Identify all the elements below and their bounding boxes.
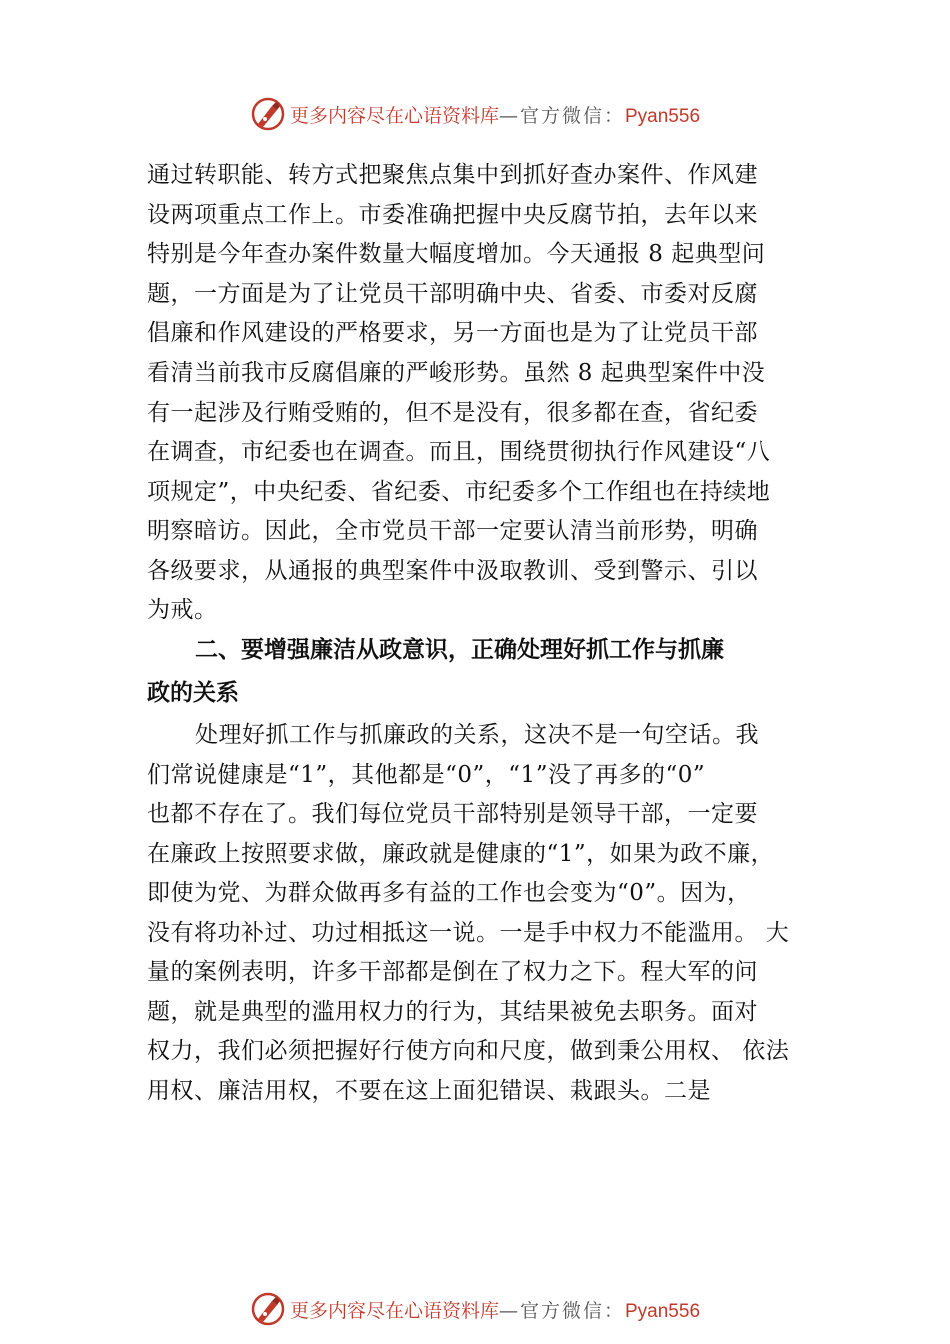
text-line: 明察暗访。因此，全市党员干部一定要认清当前形势，明确 <box>147 518 758 544</box>
text-line: 看清当前我市反腐倡廉的严峻形势。虽然 8 起典型案件中没 <box>147 360 766 386</box>
text-line: 通过转职能、转方式把聚焦点集中到抓好查办案件、作风建 <box>147 162 758 188</box>
wechat-id: Pyan556 <box>625 105 701 127</box>
section-heading-continued: 政的关系 <box>147 680 239 706</box>
text-line: 在调查，市纪委也在调查。而且，围绕贯彻执行作风建设“八 <box>147 439 771 465</box>
header-watermark <box>0 94 950 134</box>
text-line: 题，一方面是为了让党员干部明确中央、省委、市委对反腐 <box>147 281 758 307</box>
text-line: 项规定”，中央纪委、省纪委、市纪委多个工作组也在持续地 <box>147 479 771 505</box>
section-heading: 二、要增强廉洁从政意识，正确处理好抓工作与抓廉 <box>195 637 724 663</box>
wechat-label: 官方微信： <box>519 1299 625 1322</box>
brand-name: 更多内容尽在心语资料库 <box>289 1299 499 1322</box>
brand-name: 更多内容尽在心语资料库 <box>289 104 499 127</box>
text-line: 量的案例表明，许多干部都是倒在了权力之下。程大军的问 <box>147 959 758 985</box>
text-line: 也都不存在了。我们每位党员干部特别是领导干部，一定要 <box>147 801 758 827</box>
text-line: 在廉政上按照要求做，廉政就是健康的“1”，如果为政不廉， <box>147 841 775 867</box>
text-line: 为戒。 <box>147 597 218 623</box>
wechat-label: 官方微信： <box>519 104 625 127</box>
wechat-id: Pyan556 <box>625 1300 701 1322</box>
footer-watermark <box>0 1289 950 1329</box>
text-line: 倡廉和作风建设的严格要求，另一方面也是为了让党员干部 <box>147 320 758 346</box>
text-line: 权力，我们必须把握好行使方向和尺度，做到秉公用权、 依法 <box>147 1038 790 1064</box>
text-line: 题，就是典型的滥用权力的行为，其结果被免去职务。面对 <box>147 999 758 1025</box>
pen-nib-icon <box>250 1291 286 1327</box>
text-line: 特别是今年查办案件数量大幅度增加。今天通报 8 起典型问 <box>147 241 766 267</box>
brand-separator: — <box>498 1299 520 1322</box>
text-line: 有一起涉及行贿受贿的，但不是没有，很多都在查，省纪委 <box>147 400 758 426</box>
text-line: 各级要求，从通报的典型案件中汲取教训、受到警示、引以 <box>147 558 758 584</box>
watermark-text <box>290 1296 700 1323</box>
text-line: 设两项重点工作上。市委准确把握中央反腐节拍，去年以来 <box>147 202 758 228</box>
text-line: 用权、廉洁用权，不要在这上面犯错误、栽跟头。二是 <box>147 1078 711 1104</box>
text-line: 处理好抓工作与抓廉政的关系，这决不是一句空话。我 <box>195 722 759 748</box>
text-line: 没有将功补过、功过相抵这一说。一是手中权力不能滥用。 大 <box>147 920 790 946</box>
pen-nib-icon <box>250 96 286 132</box>
text-line: 们常说健康是“1”，其他都是“0”，“1”没了再多的“0” <box>147 762 706 788</box>
brand-separator: — <box>498 104 520 127</box>
text-line: 即使为党、为群众做再多有益的工作也会变为“0”。因为， <box>147 880 751 906</box>
watermark-text <box>290 101 700 128</box>
